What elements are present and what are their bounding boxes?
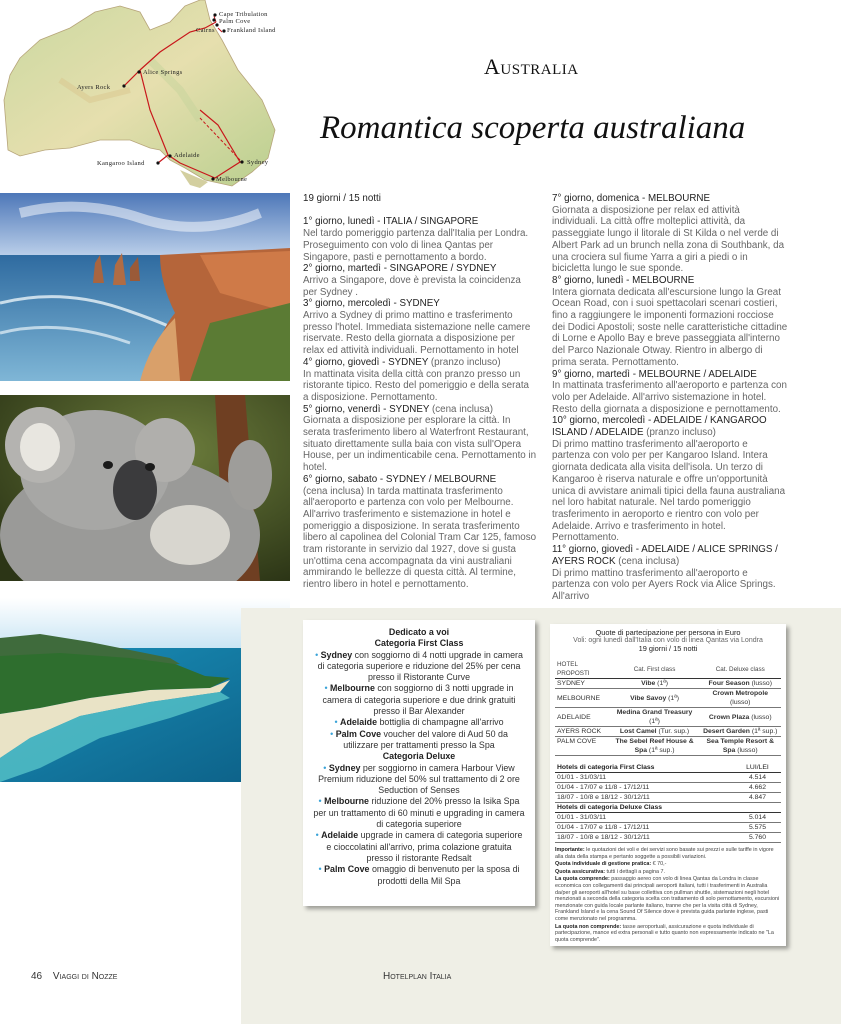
- day-text: Nel tardo pomeriggio partenza dall'Italia per Londra. Proseguimento con volo di linea Qantas per Singapore, pasti e pernottamento a bordo.: [303, 228, 529, 263]
- day-text: Arrivo a Sydney di primo mattino e trasferimento presso l'hotel. Immediata sistemazione nelle camere riservate. Resto della giornata a disposizione per relax ed attività individuali. Pernottamento in hotel: [303, 310, 531, 357]
- rates-table: [555, 763, 781, 843]
- map-label-palm-cove: Palm Cove: [219, 18, 251, 25]
- day-text: Arrivo a Singapore, dove è prevista la coincidenza per Sydney .: [303, 274, 521, 298]
- bullet-icon: •: [330, 728, 336, 739]
- bullet-icon: •: [315, 830, 322, 841]
- deluxe-title: Categoria Deluxe: [382, 751, 456, 762]
- city-dot: [213, 13, 216, 16]
- day-heading: 1° giorno, lunedì - ITALIA / SINGAPORE: [303, 216, 479, 228]
- city-dot: [122, 84, 125, 87]
- day-text: In mattinata visita della città con pranzo presso un ristorante tipico. Resto del pomeriggio e della serata a disposizione. Pernottamento.: [303, 368, 529, 403]
- table-row: 01/04 - 17/07 e 11/8 - 17/12/11 4.662: [555, 783, 781, 793]
- table-row: ADELAIDE Medina Grand Treasury (1ª) Crown Plaza (lusso): [555, 708, 781, 727]
- city-dot: [240, 160, 243, 163]
- bullet-icon: •: [324, 683, 331, 694]
- day-text: Giornata a disposizione per relax ed attività individuali. La città offre molteplici attività, da passeggiate lungo il litorale di St Kilda o nel verde di Albert Park ad un brunch nella zona di Southbank, da una crociera sul fiume Yarra a giri a piedi o in bicicletta lungo le sue sponde.: [552, 204, 785, 275]
- photo-twelve-apostles: [0, 193, 290, 381]
- offer-item: • Palm Cove voucher del valore di Aud 50 da utilizzare per trattamenti presso la Spa: [330, 728, 508, 750]
- footer-left: [31, 971, 117, 982]
- note-fee: Quota individuale di gestione pratica: € 70,-: [555, 861, 667, 868]
- city-dot: [156, 161, 159, 164]
- first-class-title: Categoria First Class: [374, 638, 464, 649]
- day-heading: 2° giorno, martedì - SINGAPORE / SYDNEY: [303, 263, 497, 275]
- trip-duration: 19 giorni / 15 notti: [303, 193, 381, 204]
- price-title: Quote di partecipazione per persona in Euro: [595, 628, 741, 637]
- day-heading: 10° giorno, mercoledì - ADELAIDE / KANGAROO ISLAND / ADELAIDE (pranzo incluso): [552, 415, 767, 439]
- day-text: Di primo mattino trasferimento all'aeroporto e partenza con volo per Ayers Rock via Alice Springs. All'arrivo: [552, 567, 776, 602]
- hotels-table: [555, 660, 781, 756]
- map-label-kangaroo-island: Kangaroo Island: [97, 160, 145, 167]
- day-heading: 11° giorno, giovedì - ADELAIDE / ALICE SPRINGS / AYERS ROCK (cena inclusa): [552, 544, 778, 567]
- offer-item: • Sydney con soggiorno di 4 notti upgrade in camera di categoria superiore e riduzione del 25% per cena presso il Ristorante Curve: [315, 649, 523, 683]
- table-row: SYDNEY Vibe (1ª) Four Season (lusso): [555, 679, 781, 689]
- price-duration: 19 giorni / 15 notti: [638, 644, 698, 653]
- day-heading: 8° giorno, lunedì - MELBOURNE: [552, 274, 695, 286]
- day-text: Intera giornata dedicata all'escursione lungo la Great Ocean Road, con i suoi spettacolari scenari costieri, fino a raggiungere le imponenti formazioni rocciose dei Dodici Apostoli; soste nelle caratteristiche cittadine di Lorne e Apollo Bay e breve passeggiata all'interno del Parco Nazionale Otway. Rientro in albergo di prima serata. Pernottamento.: [552, 286, 788, 368]
- table-row: 01/04 - 17/07 e 11/8 - 17/12/11 5.575: [555, 823, 781, 833]
- table-row: 01/01 - 31/03/11 5.014: [555, 813, 781, 823]
- note-excludes: La quota non comprende: tasse aeroportuali, assicurazione e quota individuale di partecipazione, mance ed extra personali e tutto quanto non espressamente indicato ne "La quota comprende".: [555, 923, 774, 943]
- bullet-icon: •: [334, 717, 341, 728]
- city-dot: [137, 70, 140, 73]
- day-heading: 9° giorno, martedì - MELBOURNE / ADELAIDE: [552, 368, 757, 380]
- itinerary-column-right: [552, 193, 788, 603]
- offer-item: • Adelaide upgrade in camera di categoria superiore e cioccolatini all'arrivo, prima colazione gratuita presso il ristorante Redsalt: [315, 830, 523, 863]
- city-dot: [212, 18, 215, 21]
- table-row: 01/01 - 31/03/11 4.514: [555, 773, 781, 783]
- dedicated-box: [303, 620, 535, 906]
- map-label-frankland-island: Frankland Island: [227, 27, 276, 34]
- price-notes: [555, 847, 781, 943]
- table-row: 18/07 - 10/8 e 18/12 - 30/12/11 5.760: [555, 833, 781, 843]
- price-subtitle: Voli: ogni lunedì dall'Italia con volo di linea Qantas via Londra: [573, 637, 763, 644]
- footer-brand: Hotelplan Italia: [383, 971, 452, 982]
- table-row: AYERS ROCK Lost Camel (Tur. sup.) Desert Garden (1ª sup.): [555, 727, 781, 737]
- map-label-melbourne: Melbourne: [216, 176, 248, 183]
- page-number: 46: [31, 971, 43, 982]
- map-label-cairns: Cairns: [196, 27, 215, 34]
- map-label-adelaide: Adelaide: [174, 152, 200, 159]
- offer-item: • Palm Cove omaggio di benvenuto per la sposa di prodotti della Mil Spa: [318, 864, 520, 886]
- city-dot: [168, 154, 171, 157]
- price-box: [550, 624, 786, 946]
- city-dot: [222, 29, 225, 32]
- offer-item: • Melbourne riduzione del 20% presso la Isika Spa per un trattamento di 60 minuti e upgrading in camera di categoria superiore: [313, 796, 525, 830]
- day-text: In mattinata trasferimento all'aeroporto e partenza con volo per Adelaide. All'arrivo sistemazione in hotel. Resto della giornata a disposizione e pernottamento.: [552, 380, 787, 415]
- bullet-icon: •: [315, 649, 321, 660]
- bullet-icon: •: [323, 762, 329, 773]
- offer-item: • Adelaide bottiglia di champagne all'arrivo: [334, 717, 504, 728]
- table-row: PALM COVE The Sebel Reef House & Spa (1ª sup.) Sea Temple Resort & Spa (lusso): [555, 737, 781, 756]
- offer-item: • Sydney per soggiorno in camera Harbour View Premium riduzione del 50% sul trattamento di 2 ore Seduction of Senses: [318, 762, 520, 796]
- day-heading: 6° giorno, sabato - SYDNEY / MELBOURNE: [303, 473, 497, 485]
- day-heading: 3° giorno, mercoledì - SYDNEY: [303, 298, 440, 310]
- publication-title: Viaggi di Nozze: [52, 971, 118, 982]
- map-label-alice-springs: Alice Springs: [143, 69, 183, 76]
- dedicated-title: Dedicato a voi: [388, 627, 450, 637]
- day-heading: 5° giorno, venerdì - SYDNEY (cena inclusa): [303, 403, 493, 415]
- table-row: MELBOURNE Vibe Savoy (1ª) Crown Metropole (lusso): [555, 689, 781, 708]
- itinerary-column-left: [303, 193, 537, 591]
- section-heading: Australia: [484, 54, 579, 79]
- day-heading: 4° giorno, giovedì - SYDNEY (pranzo incluso): [303, 356, 501, 368]
- map-label-ayers-rock: Ayers Rock: [77, 84, 111, 91]
- bullet-icon: •: [318, 864, 325, 875]
- map-label-cape-tribulation: Cape Tribulation: [219, 11, 268, 18]
- offer-item: • Melbourne con soggiorno di 3 notti upgrade in camera di categoria superiore e due drink gratuiti presso il Bar Alexander: [322, 683, 516, 717]
- note-insurance: Quota assicurativa: tutti i dettagli a pagina 7.: [555, 868, 665, 875]
- day-text: (cena inclusa) In tarda mattinata trasferimento all'aeroporto e partenza con volo per Melbourne. All'arrivo trasferimento e sistemazione in hotel e pomeriggio a disposizione. In serata trasferimento libero al capolinea del Colonial Tram Car 125, famoso tram ristorante in servizio dal 1927, dove si gusta un'ottima cena accompagnata da vini australiani ammirando le bellezze di questa città. Al termine, rientro libero in hotel e pernottamento.: [303, 485, 537, 591]
- route-map: [0, 0, 292, 188]
- day-text: Giornata a disposizione per esplorare la città. In serata trasferimento libero al Waterfront Restaurant, situato direttamente sulla baia con vista sull'Opera House, per un indimenticabile cena. Pernottamento in hotel.: [303, 415, 537, 474]
- city-dot: [211, 177, 214, 180]
- page-title: Romantica scoperta australiana: [320, 110, 746, 146]
- note-important: Importante: le quotazioni dei voli e dei servizi sono basate sui prezzi e sulle tariffe in vigore alla data della stampa e pertanto soggette a possibili variazioni.: [555, 847, 774, 860]
- table-row: 18/07 - 10/8 e 18/12 - 30/12/11 4.847: [555, 793, 781, 803]
- table-section-row: Hotels di categoria Deluxe Class: [555, 803, 781, 813]
- table-header-row: HOTEL PROPOSTI Cat. First class Cat. Deluxe class: [555, 660, 781, 679]
- photo-koala: [0, 395, 290, 581]
- map-label-sydney: Sydney: [247, 159, 269, 166]
- note-includes: La quota comprende: passaggio aereo con volo di linea Qantas da Londra in classe economica con collegamenti dai principali aeroporti italiani, tutti i trasferimenti in Australia da/per gli aeroporti all'hotel su base collettiva con pullman shuttle, sistemazioni negli hotel menzionati a seconda della categoria scelta con trattamento di solo pernottamento, escursioni menzionate con guida locale parlante italiano, tranne che per la visita città di Sydney, Frankland Island e la cena Sound Of Silence dove è prevista guida parlante inglese, pasti come menzionato nel programma.: [555, 876, 780, 922]
- bullet-icon: •: [318, 796, 325, 807]
- table-section-row: Hotels di categoria First Class LUI/LEI: [555, 763, 781, 773]
- day-text: Di primo mattino trasferimento all'aeroporto e partenza con volo per per Kangaroo Island. Intera giornata dedicata alla visita dell'isola. Un terzo di Kangaroo è riserva naturale e offre un'opportunità unica di avvistare animali tipici della fauna australiana nel loro habitat naturale. Nel tardo pomeriggio trasferimento in aeroporto e rientro con volo per Adelaide. Arrivo e trasferimento in hotel. Pernottamento.: [552, 438, 786, 544]
- day-heading: 7° giorno, domenica - MELBOURNE: [552, 193, 711, 204]
